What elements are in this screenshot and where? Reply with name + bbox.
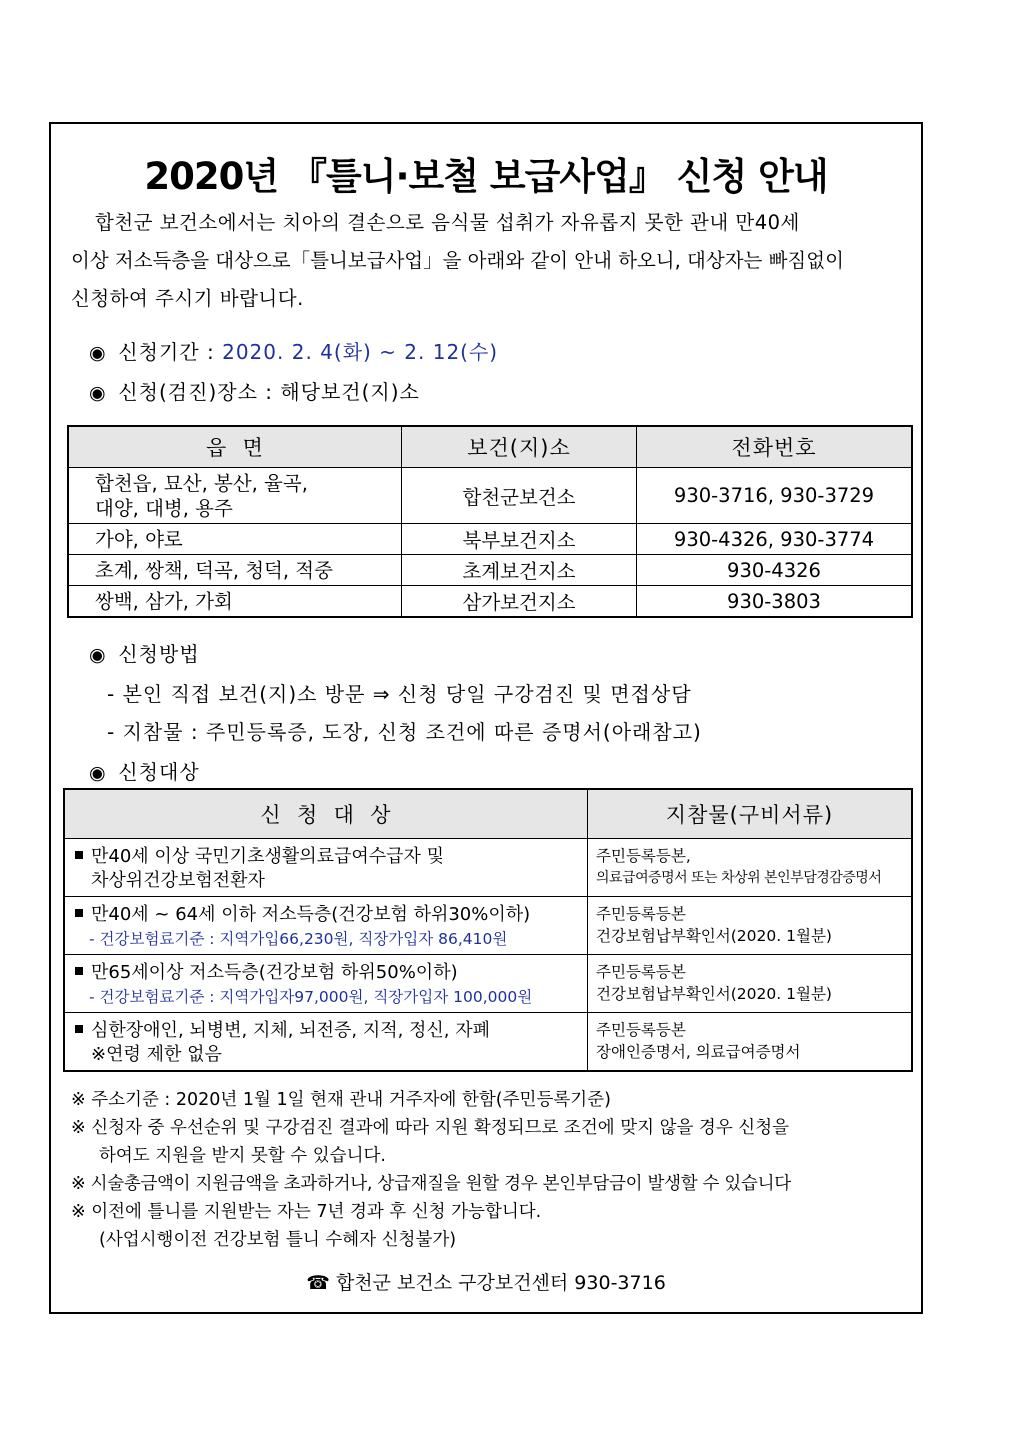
table-row bbox=[64, 839, 912, 897]
premium-criteria: - 건강보험료기준 : 지역가입66,230원, 직장가입자 86,410원 bbox=[89, 930, 508, 948]
docs-text: 장애인증명서, 의료급여증명서 bbox=[596, 1043, 801, 1061]
target-text: 만65세이상 저소득층(건강보험 하위50%이하) bbox=[91, 962, 458, 983]
note-line: ※ 신청자 중 우선순위 및 구강검진 결과에 따라 지원 확정되므로 조건에 맞지 않을 경우 신청을 bbox=[71, 1118, 790, 1138]
area-text: 대양, 대병, 용주 bbox=[95, 496, 233, 520]
area-cell: 초계, 쌍책, 덕곡, 청덕, 적중 bbox=[68, 555, 402, 586]
table-header-row bbox=[68, 426, 912, 468]
docs-text: 주민등록등본 bbox=[596, 963, 686, 981]
page-title: 2020년 『틀니·보철 보급사업』 신청 안내 bbox=[144, 155, 828, 198]
table-row bbox=[68, 468, 912, 524]
intro-line: 이상 저소득층을 대상으로「틀니보급사업」을 아래와 같이 안내 하오니, 대상자는 빠짐없이 bbox=[71, 249, 844, 272]
phone-cell: 930-3716, 930-3729 bbox=[637, 468, 913, 524]
notes-section bbox=[71, 1086, 791, 1254]
intro-line: 신청하여 주시기 바랍니다. bbox=[71, 287, 304, 310]
area-cell: 가야, 야로 bbox=[68, 524, 402, 555]
square-bullet-icon bbox=[75, 909, 83, 917]
target-text: 심한장애인, 뇌병변, 지체, 뇌전증, 지적, 정신, 자폐 bbox=[91, 1020, 491, 1041]
docs-cell bbox=[588, 955, 913, 1013]
center-cell: 삼가보건지소 bbox=[402, 586, 637, 618]
target-heading-text: 신청대상 bbox=[118, 760, 200, 784]
docs-text: 건강보험납부확인서(2020. 1월분) bbox=[596, 927, 832, 945]
notice-frame bbox=[49, 122, 923, 1314]
phone-cell: 930-3803 bbox=[637, 586, 913, 618]
intro-line: 합천군 보건소에서는 치아의 결손으로 음식물 섭취가 자유롭지 못한 관내 만40세 bbox=[95, 211, 800, 234]
target-text: 만40세 이상 국민기초생활의료급여수급자 및 bbox=[91, 846, 445, 867]
bullet-icon: ◉ bbox=[89, 644, 107, 666]
method-heading bbox=[89, 638, 200, 667]
docs-text: 의료급여증명서 또는 차상위 본인부담경감증명서 bbox=[596, 870, 882, 886]
phone-cell: 930-4326 bbox=[637, 555, 913, 586]
place-line bbox=[89, 376, 420, 405]
header-docs: 지참물(구비서류) bbox=[588, 789, 913, 839]
bullet-icon: ◉ bbox=[89, 762, 107, 784]
header-target: 신 청 대 상 bbox=[64, 789, 588, 839]
note-line-wrap bbox=[71, 1226, 791, 1254]
header-area: 읍 면 bbox=[68, 426, 402, 468]
intro-paragraph bbox=[71, 204, 906, 318]
center-table bbox=[67, 425, 913, 618]
table-row bbox=[64, 955, 912, 1013]
docs-text: 주민등록등본 bbox=[596, 1021, 686, 1039]
square-bullet-icon bbox=[75, 1025, 83, 1033]
docs-text: 건강보험납부확인서(2020. 1월분) bbox=[596, 985, 832, 1003]
phone-icon: ☎ bbox=[306, 1272, 330, 1294]
target-text: ※연령 제한 없음 bbox=[91, 1044, 222, 1065]
table-row bbox=[64, 897, 912, 955]
target-cell bbox=[64, 897, 588, 955]
docs-cell bbox=[588, 1013, 913, 1071]
center-cell: 초계보건지소 bbox=[402, 555, 637, 586]
target-text: 차상위건강보험전환자 bbox=[91, 870, 265, 891]
note-line: 하여도 지원을 받지 못할 수 있습니다. bbox=[99, 1146, 386, 1166]
phone-cell: 930-4326, 930-3774 bbox=[637, 524, 913, 555]
note-line-wrap bbox=[71, 1142, 791, 1170]
bullet-icon: ◉ bbox=[89, 382, 107, 404]
center-cell: 북부보건지소 bbox=[402, 524, 637, 555]
target-heading bbox=[89, 756, 200, 785]
area-cell bbox=[68, 468, 402, 524]
square-bullet-icon bbox=[75, 851, 83, 859]
area-text: 합천읍, 묘산, 봉산, 율곡, bbox=[95, 471, 308, 495]
bullet-icon: ◉ bbox=[89, 342, 107, 364]
contact-footer bbox=[51, 1268, 921, 1295]
target-cell bbox=[64, 955, 588, 1013]
target-table bbox=[63, 788, 913, 1072]
area-cell: 쌍백, 삼가, 가회 bbox=[68, 586, 402, 618]
method-item: - 본인 직접 보건(지)소 방문 ⇒ 신청 당일 구강검진 및 면접상담 bbox=[107, 682, 692, 706]
note-line: ※ 이전에 틀니를 지원받는 자는 7년 경과 후 신청 가능합니다. bbox=[71, 1202, 542, 1222]
method-heading-text: 신청방법 bbox=[118, 642, 200, 666]
place-label: 신청(검진)장소 : 해당보건(지)소 bbox=[118, 380, 420, 404]
method-item: - 지참물 : 주민등록증, 도장, 신청 조건에 따른 증명서(아래참고) bbox=[107, 720, 702, 744]
note-line: ※ 시술총금액이 지원금액을 초과하거나, 상급재질을 원할 경우 본인부담금이 발생할 수 있습니다 bbox=[71, 1174, 791, 1194]
header-phone: 전화번호 bbox=[637, 426, 913, 468]
period-value: 2020. 2. 4(화) ~ 2. 12(수) bbox=[222, 340, 499, 364]
premium-criteria: - 건강보험료기준 : 지역가입자97,000원, 직장가입자 100,000원 bbox=[89, 988, 533, 1006]
table-header-row bbox=[64, 789, 912, 839]
table-row bbox=[68, 524, 912, 555]
target-text: 만40세 ~ 64세 이하 저소득층(건강보험 하위30%이하) bbox=[91, 904, 531, 925]
period-label: 신청기간 : bbox=[118, 340, 215, 364]
target-cell bbox=[64, 839, 588, 897]
center-cell: 합천군보건소 bbox=[402, 468, 637, 524]
note-line: (사업시행이전 건강보험 틀니 수혜자 신청불가) bbox=[99, 1230, 457, 1250]
docs-cell bbox=[588, 839, 913, 897]
period-line bbox=[89, 336, 498, 365]
note-line: ※ 주소기준 : 2020년 1월 1일 현재 관내 거주자에 한함(주민등록기준) bbox=[71, 1090, 611, 1110]
table-row bbox=[68, 555, 912, 586]
contact-text: 합천군 보건소 구강보건센터 930-3716 bbox=[335, 1272, 666, 1294]
table-row bbox=[68, 586, 912, 618]
docs-text: 주민등록등본 bbox=[596, 905, 686, 923]
docs-text: 주민등록등본, bbox=[596, 847, 691, 865]
docs-cell bbox=[588, 897, 913, 955]
header-center: 보건(지)소 bbox=[402, 426, 637, 468]
table-row bbox=[64, 1013, 912, 1071]
target-cell bbox=[64, 1013, 588, 1071]
square-bullet-icon bbox=[75, 967, 83, 975]
